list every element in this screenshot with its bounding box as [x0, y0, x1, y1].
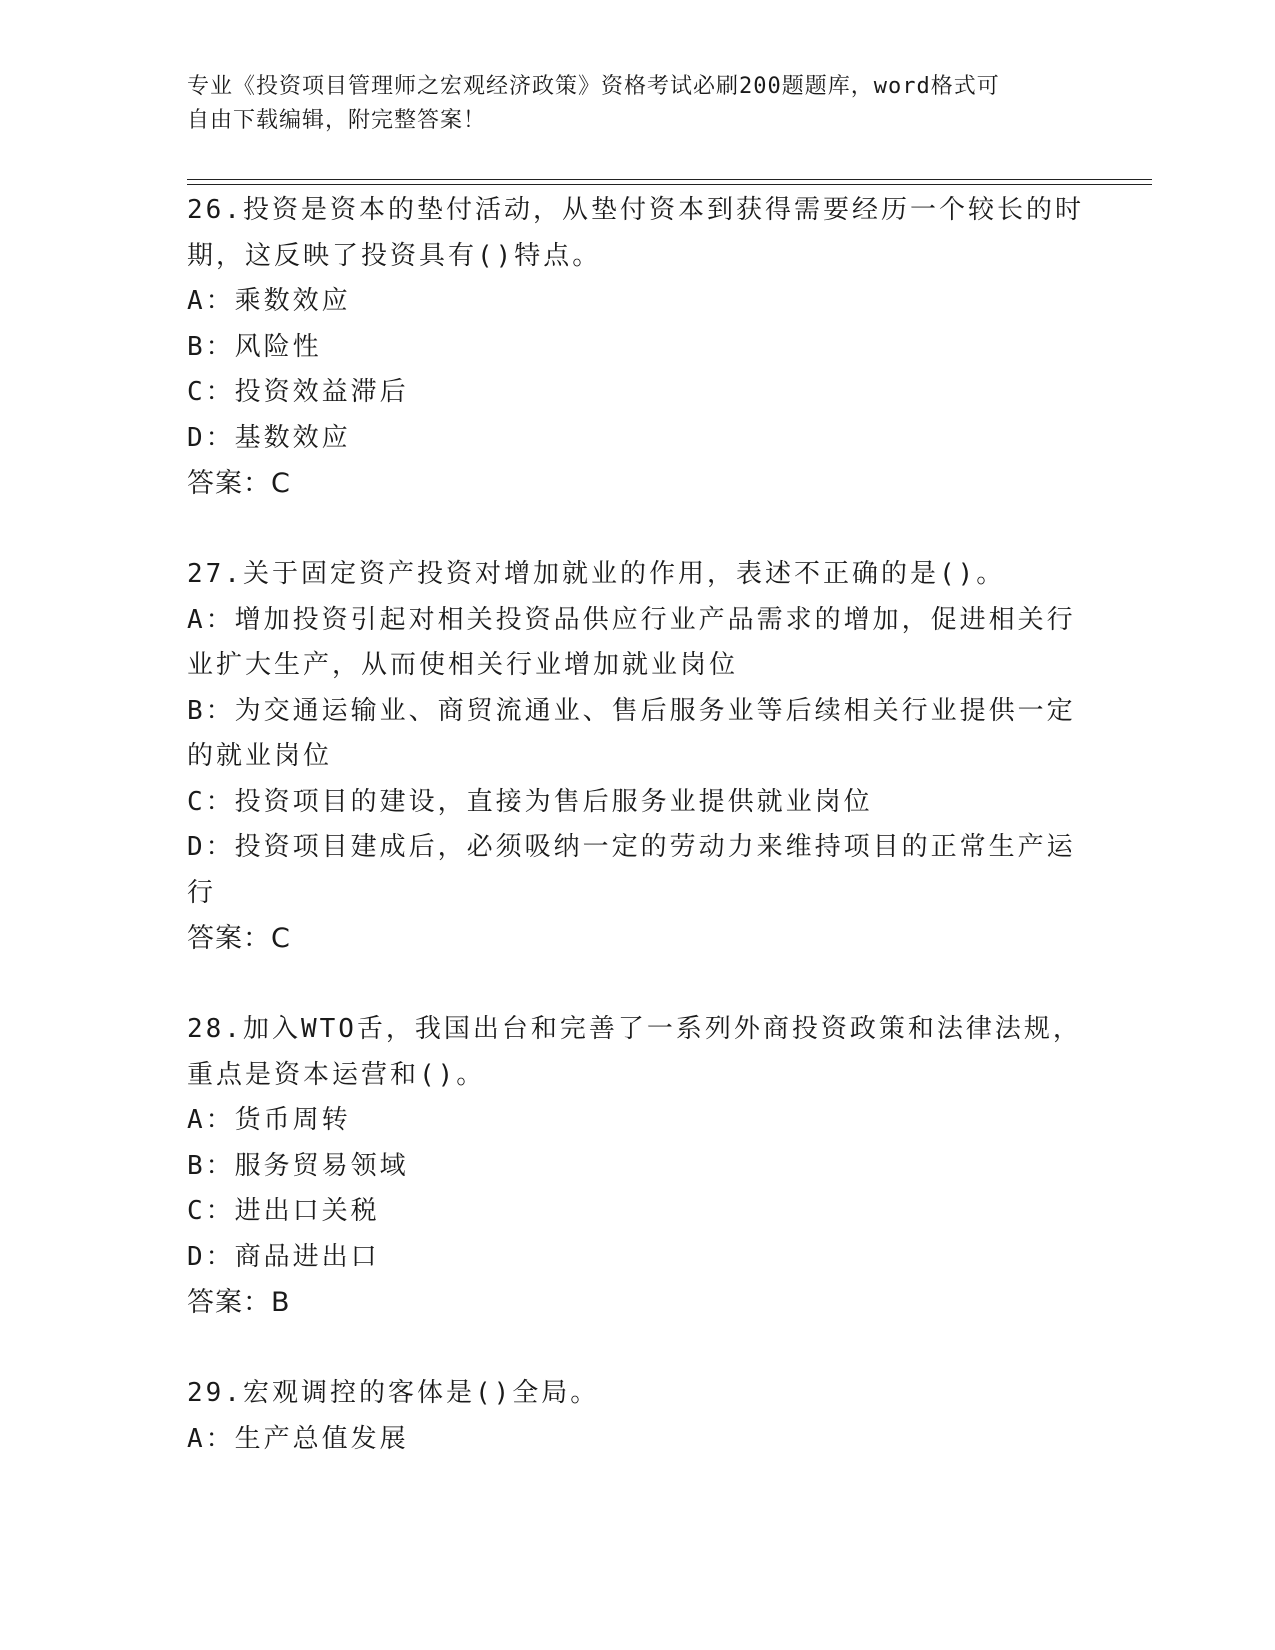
header-title-line-1: 专业《投资项目管理师之宏观经济政策》资格考试必刷200题题库，word格式可: [187, 74, 1000, 99]
option-c: C：进出口关税: [187, 1196, 380, 1226]
header-divider-top: [187, 179, 1152, 180]
question-list: [187, 188, 1087, 1462]
question-28: [187, 1007, 1087, 1326]
header-title-line-2: 自由下载编辑，附完整答案！: [187, 108, 487, 133]
option-b: B：为交通运输业、商贸流通业、售后服务业等后续相关行业提供一定: [187, 695, 1076, 726]
answer-label: 答案：B: [187, 1287, 291, 1318]
spacer: [187, 507, 1087, 553]
option-c: C：投资项目的建设，直接为售后服务业提供就业岗位: [187, 786, 873, 817]
document-header: [187, 70, 1087, 138]
question-stem: 28.加入WTO舌，我国出台和完善了一系列外商投资政策和法律法规，: [187, 1014, 1082, 1044]
spacer: [187, 962, 1087, 1008]
question-stem: 期，这反映了投资具有()特点。: [187, 240, 602, 271]
option-d: D：基数效应: [187, 422, 351, 453]
question-stem: 27.关于固定资产投资对增加就业的作用，表述不正确的是()。: [187, 559, 1006, 589]
answer-label: 答案：C: [187, 923, 291, 954]
option-b: B：风险性: [187, 331, 322, 362]
question-26: [187, 188, 1087, 507]
option-d: D：商品进出口: [187, 1241, 380, 1272]
option-b: B：服务贸易领域: [187, 1150, 409, 1181]
option-d: D：投资项目建成后，必须吸纳一定的劳动力来维持项目的正常生产运: [187, 832, 1076, 862]
option-c: C：投资效益滞后: [187, 377, 409, 407]
question-29: [187, 1371, 1087, 1462]
spacer: [187, 1326, 1087, 1372]
question-stem: 29.宏观调控的客体是()全局。: [187, 1378, 600, 1408]
question-stem: 26.投资是资本的垫付活动，从垫付资本到获得需要经历一个较长的时: [187, 195, 1084, 225]
option-a: A：增加投资引起对相关投资品供应行业产品需求的增加，促进相关行: [187, 604, 1076, 635]
answer-label: 答案：C: [187, 468, 291, 499]
option-a: A：乘数效应: [187, 286, 351, 316]
question-stem: 重点是资本运营和()。: [187, 1059, 486, 1090]
option-a: A：货币周转: [187, 1105, 351, 1135]
option-a: 业扩大生产，从而使相关行业增加就业岗位: [187, 650, 739, 680]
option-d: 行: [187, 877, 217, 908]
option-a: A：生产总值发展: [187, 1423, 409, 1454]
question-27: [187, 552, 1087, 962]
option-b: 的就业岗位: [187, 741, 333, 771]
header-divider-bottom: [187, 184, 1152, 185]
